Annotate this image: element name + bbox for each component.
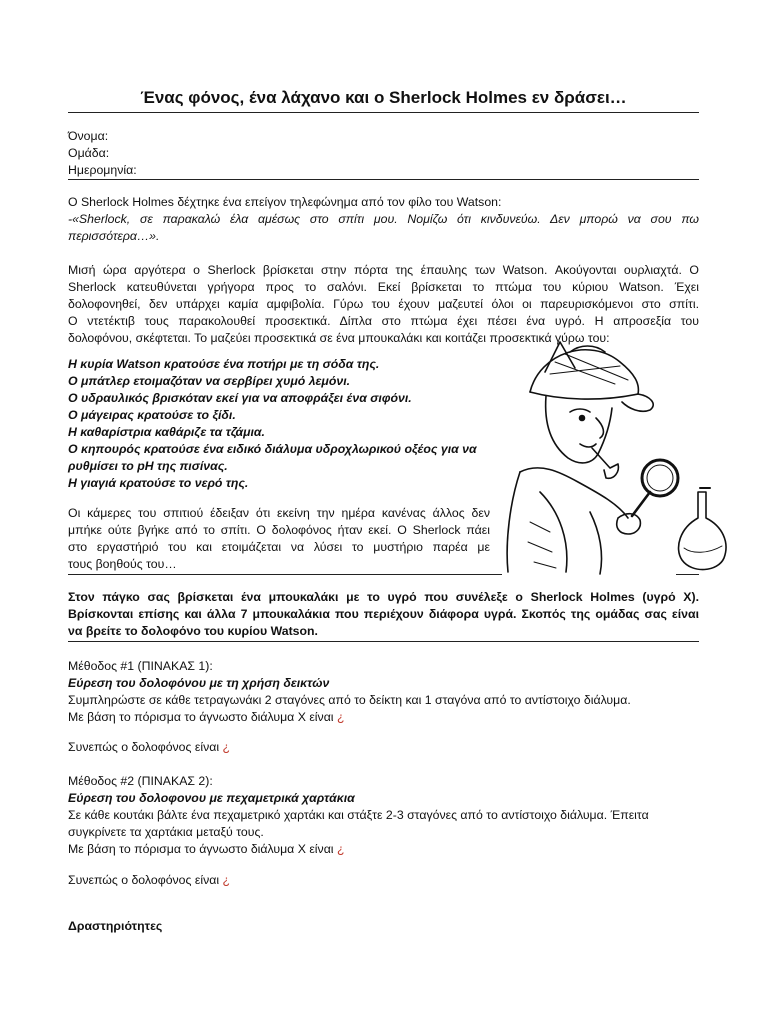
- suspect-item: Η γιαγιά κρατούσε το νερό της.: [68, 476, 249, 490]
- method2-instruction: Σε κάθε κουτάκι βάλτε ένα πεχαμετρικό χαρτάκι και στάξτε 2-3 σταγόνες από το αντίστοιχο διάλυμα. Έπειτα: [68, 808, 649, 822]
- title-divider: [68, 112, 699, 113]
- method2-subtitle: Εύρεση του δολοφονου με πεχαμετρικά χαρτάκια: [68, 791, 355, 805]
- suspect-item: Ο μάγειρας κρατούσε το ξίδι.: [68, 408, 236, 422]
- method2-result-text: Με βάση το πόρισμα το άγνωστο διάλυμα Χ είναι: [68, 842, 334, 856]
- task-line: να βρείτε το δολοφόνο του κυρίου Watson.: [68, 624, 318, 638]
- method1-instruction: Συμπληρώστε σε κάθε τετραγωνάκι 2 σταγόνες από το δείκτη και 1 σταγόνα από το αντίστοιχο διάλυμα.: [68, 693, 631, 707]
- task-paragraph: [68, 589, 699, 640]
- activities-heading: Δραστηριότητες: [68, 919, 163, 933]
- cameras-line: τους βοηθούς του…: [68, 557, 177, 571]
- story-line: δολοφονηθεί, δεν υπάρχει καμία αμφιβολία. Γύρω του έχουν μαζευτεί όλοι οι παρευρισκόμενοι στο σπίτι.: [68, 297, 699, 311]
- name-field: Όνομα:: [68, 129, 109, 143]
- fields-divider: [68, 179, 699, 180]
- cameras-line: Οι κάμερες του σπιτιού έδειξαν ότι εκείνη την ημέρα κανένας άλλος δεν: [68, 506, 490, 520]
- quote-line: περισσότερα…».: [68, 229, 160, 243]
- cameras-line: μπήκε ούτε βγήκε από το σπίτι. Ο δολοφόνος ήταν εκεί. Ο Sherlock πάει: [68, 523, 490, 537]
- story-line: δολοφόνου, σκέφτεται. Το μαζεύει προσεκτικά σε ένα μπουκαλάκι και κοιτάζει προσεκτικά γύρω του:: [68, 331, 610, 345]
- suspect-item: Ο υδραυλικός βρισκόταν εκεί για να αποφράξει ένα σιφόνι.: [68, 391, 412, 405]
- suspect-item: Ο μπάτλερ ετοιμαζόταν να σερβίρει χυμό λεμόνι.: [68, 374, 351, 388]
- task-divider: [68, 641, 699, 642]
- suspect-item: Η κυρία Watson κρατούσε ένα ποτήρι με τη σόδα της.: [68, 357, 380, 371]
- story-line: Μισή ώρα αργότερα ο Sherlock βρίσκεται στην πόρτα της έπαυλης των Watson. Ακούγονται ουρλιαχτά. O: [68, 263, 699, 277]
- method1-conclusion: [68, 739, 699, 756]
- intro-paragraph: [68, 194, 699, 245]
- task-line: Στον πάγκο σας βρίσκεται ένα μπουκαλάκι με το υγρό που συνέλεξε ο Sherlock Holmes (υγρό Χ).: [68, 590, 699, 604]
- method1-heading: Μέθοδος #1 (ΠΙΝΑΚΑΣ 1):: [68, 659, 213, 673]
- story-line: Ο ντετέκτιβ τους παρακολουθεί προσεκτικά. Δίπλα στο πτώμα έχει πέσει ένα υγρό. Η απροσεξία του: [68, 314, 699, 328]
- method2-conclusion-line: [68, 872, 699, 889]
- blank-mark: ¿: [222, 740, 231, 754]
- method2-section: [68, 773, 699, 858]
- cameras-paragraph: [68, 505, 490, 573]
- method1-result: [68, 709, 699, 726]
- intro-line: O Sherlock Holmes δέχτηκε ένα επείγον τηλεφώνημα από τον φίλο του Watson:: [68, 195, 502, 209]
- method1-section: [68, 658, 699, 726]
- cameras-divider: [68, 574, 502, 575]
- blank-mark: ¿: [336, 842, 345, 856]
- student-fields: [68, 128, 699, 179]
- method2-result: [68, 841, 699, 858]
- method2-conclusion-text: Συνεπώς ο δολοφόνος είναι: [68, 873, 220, 887]
- date-field: Ημερομηνία:: [68, 163, 137, 177]
- suspect-item: ρυθμίσει το pH της πισίνας.: [68, 459, 228, 473]
- group-field: Ομάδα:: [68, 146, 110, 160]
- suspect-item: Ο κηπουρός κρατούσε ένα ειδικό διάλυμα υδροχλωρικού οξέος για να: [68, 442, 477, 456]
- story-line: Sherlock κατευθύνεται γρήγορα προς το σαλόνι. Εκεί βρίσκεται το πτώμα του κύριου Watson. Έχει: [68, 280, 699, 294]
- suspect-item: Η καθαρίστρια καθάριζε τα τζάμια.: [68, 425, 265, 439]
- method1-subtitle: Εύρεση του δολοφόνου με τη χρήση δεικτών: [68, 676, 330, 690]
- method2-heading: Μέθοδος #2 (ΠΙΝΑΚΑΣ 2):: [68, 774, 213, 788]
- method1-conclusion-line: [68, 739, 699, 756]
- method2-conclusion: [68, 872, 699, 889]
- sherlock-illustration-icon: [500, 322, 730, 578]
- page-title: Ένας φόνος, ένα λάχανο και ο Sherlock Holmes εν δράσει…: [140, 88, 627, 107]
- blank-mark: ¿: [222, 873, 231, 887]
- task-line: Βρίσκονται επίσης και άλλα 7 μπουκαλάκια που περιέχουν διάφορα υγρά. Σκοπός της ομάδας σας είναι: [68, 607, 699, 621]
- method1-conclusion-text: Συνεπώς ο δολοφόνος είναι: [68, 740, 220, 754]
- method2-instruction: συγκρίνετε τα χαρτάκια μεταξύ τους.: [68, 825, 264, 839]
- cameras-line: στο εργαστήριό του και ετοιμάζεται να λύσει το μυστήριο παρέα με: [68, 540, 490, 554]
- blank-mark: ¿: [336, 710, 345, 724]
- suspects-list: [68, 356, 498, 492]
- quote-line: -«Sherlock, σε παρακαλώ έλα αμέσως στο σπίτι μου. Νομίζω ότι κινδυνεύω. Δεν μπορώ να σου πω: [68, 212, 699, 226]
- method1-result-text: Με βάση το πόρισμα το άγνωστο διάλυμα Χ είναι: [68, 710, 334, 724]
